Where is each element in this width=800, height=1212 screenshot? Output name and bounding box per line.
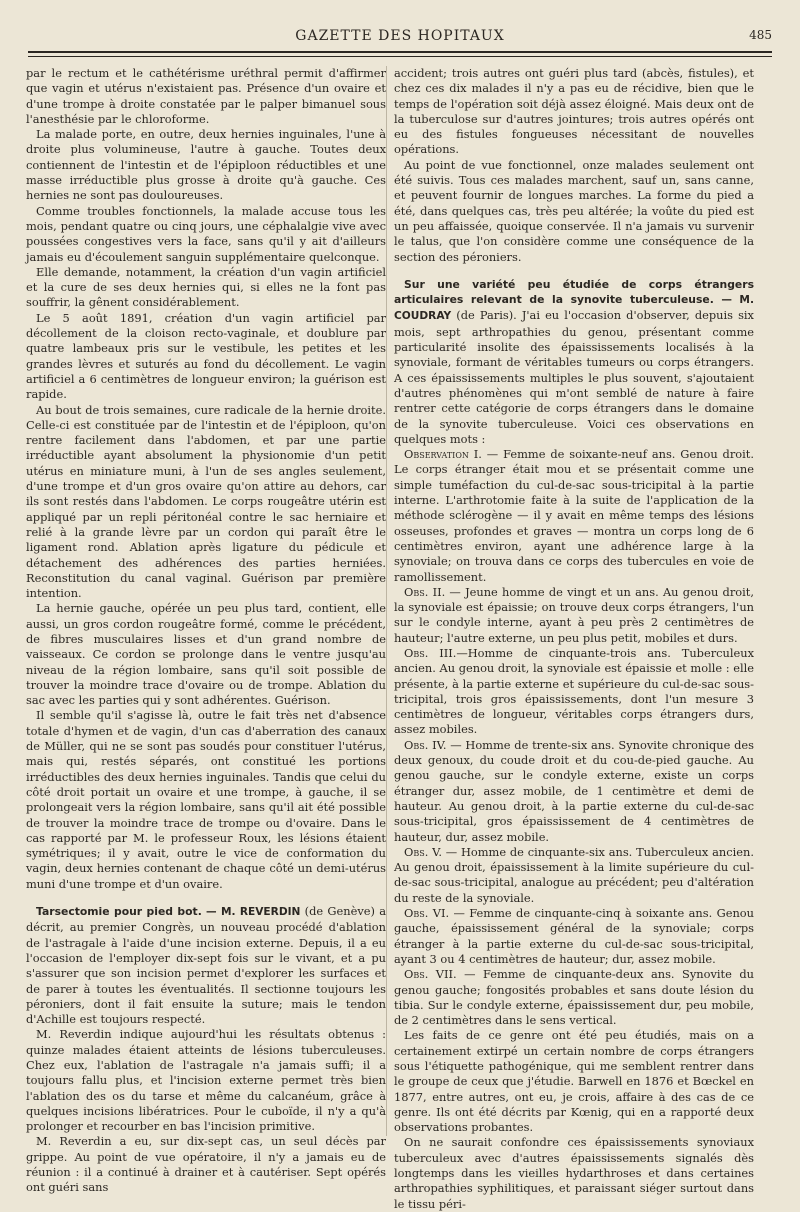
right-column	[394, 66, 754, 1212]
paragraph: La malade porte, en outre, deux hernies inguinales, l'une à droite plus volumineuse, l'autre à gauche. Toutes deux contiennent de l'intestin et de l'épiploon réductibles et une masse irréductible plus grosse à droite qu'à gauche. Ces hernies ne sont pas douloureuses.	[26, 127, 386, 203]
observation-label: Observation I.	[404, 447, 482, 462]
observation-7	[394, 967, 754, 1028]
observation-text: — Homme de trente-six ans. Synovite chronique des deux genoux, du coude droit et du cou-de-pied gauche. Au genou gauche, sur le condyle externe, existe un corps étranger dur, assez mobile, de 1 centimètre et demi de hauteur. Au genou droit, à la partie externe du cul-de-sac sous-tricipital, gros épaississement de 4 centimètres de hauteur, dur, assez mobile.	[394, 737, 755, 844]
paragraph: par le rectum et le cathétérisme uréthral permit d'affirmer que vagin et utérus n'existaient pas. Présence d'un ovaire et d'une trompe à droite constatée par le palper bimanuel sous l'anesthésie par le chloroforme.	[26, 66, 386, 126]
paragraph: Au bout de trois semaines, cure radicale de la hernie droite. Celle-ci est constituée par de l'intestin et de l'épiploon, qu'on rentre facilement dans l'abdomen, et par une partie irréductible ayant absolument la physionomie d'un petit utérus en miniature muni, à l'un de ses angles seulement, d'une trompe et d'un gros ovaire qu'on attire au dehors, car ils sont restés dans l'abdomen. Le corps rougeâtre utérin est appliqué par un repli péritonéal contre le sac herniaire et relié à la grande lèvre par un cordon qui paraît être le ligament rond. Ablation après ligature du pédicule et détachement des adhérences des parties herniées. Reconstitution du canal vaginal. Guérison par première intention.	[26, 402, 386, 601]
section-title: Tarsectomie pour pied bot.	[36, 905, 202, 919]
observation-5	[394, 845, 754, 906]
page-number: 485	[749, 28, 772, 42]
page-header	[28, 28, 772, 50]
observation-text: — Jeune homme de vingt et un ans. Au genou droit, la synoviale est épaissie; on trouve deux corps étrangers, l'un sur le condyle interne, ayant à peu près 2 centimètres de hauteur; l'autre externe, un peu plus petit, mobiles et durs.	[394, 584, 754, 645]
observation-text: —Homme de cinquante-trois ans. Tuberculeux ancien. Au genou droit, la synoviale est épaissie et molle : elle présente, à la partie externe et supérieure du cul-de-sac sous-tricipital, trois gros épaississements, dont l'un mesure 3 centimètres de longueur, véritables corps étrangers durs, assez mobiles.	[394, 645, 754, 737]
observation-label: Obs. III.	[404, 645, 457, 660]
header-rule-thin	[28, 56, 772, 57]
paragraph: Le 5 août 1891, création d'un vagin artificiel par décollement de la cloison recto-vaginale, et doublure par quatre lambeaux pris sur le vestibule, les petites et les grandes lèvres et suturés au fond du décollement. Le vagin artificiel a 6 centimètres de longueur environ; la guérison est rapide.	[26, 310, 386, 402]
paragraph: Elle demande, notamment, la création d'un vagin artificiel et la cure de ses deux hernies qui, si elles ne la font pas souffrir, la gênent considérablement.	[26, 264, 386, 310]
paragraph: M. Reverdin indique aujourd'hui les résultats obtenus : quinze malades étaient atteints de lésions tuberculeuses. Chez eux, l'ablation de l'astragale n'a jamais suffi; il a toujours fallu plus, et l'incision externe permet très bien l'ablation des os du tarse et même du calcanéum, grâce à quelques incisions libératrices. Pour le cuboïde, il n'y a qu'à prolonger et recourber en bas l'incision primitive.	[26, 1027, 386, 1134]
section-author: — M. REVERDIN	[206, 906, 301, 919]
paragraph: Les faits de ce genre ont été peu étudiés, mais on a certainement extirpé un certain nombre de corps étrangers sous l'étiquette pathogénique, qui me semblent rentrer dans le groupe de ceux que j'étudie. Barwell en 1876 et Bœckel en 1877, entre autres, ont eu, je crois, affaire à des cas de ce genre. Ils ont été décrits par Kœnig, qui en a rapporté deux observations probantes.	[394, 1028, 754, 1135]
observation-label: Obs. IV.	[404, 737, 447, 752]
paragraph: Il semble qu'il s'agisse là, outre le fait très net d'absence totale d'hymen et de vagin, d'un cas d'aberration des canaux de Müller, qui ne se sont pas soudés pour constituer l'utérus, mais qui, restés séparés, ont constitué les portions irréductibles des deux hernies inguinales. Tandis que celui du côté droit portait un ovaire et une trompe, à gauche, il se prolongeait vers la région lombaire, sans qu'il ait été possible de trouver la moindre trace de trompe ou d'ovaire. Dans le cas rapporté par M. le professeur Roux, les lésions étaient symétriques; il y avait, outre le vice de conformation du vagin, deux hernies contenant de chaque côté un demi-utérus muni d'une trompe et d'un ovaire.	[26, 708, 386, 891]
left-column	[26, 66, 386, 1196]
observation-label: Obs. V.	[404, 844, 442, 859]
observation-label: Obs. VI.	[404, 906, 450, 921]
journal-title: GAZETTE DES HOPITAUX	[295, 28, 505, 44]
section-text: (de Paris). J'ai eu l'occasion d'observer, depuis six mois, sept arthropathies du genou, présentant comme particularité insolite des épaississements localisés à la synoviale, formant de véritables tumeurs ou corps étrangers. A ces épaississements multiples le plus souvent, s'ajoutaient d'autres phénomènes qui m'ont semblé de nature à faire rentrer cette catégorie de corps étrangers dans le domaine de la synovite tuberculeuse. Voici ces observations en quelques mots :	[394, 308, 754, 446]
observation-2	[394, 585, 754, 646]
paragraph: La hernie gauche, opérée un peu plus tard, contient, elle aussi, un gros cordon rougeâtre formé, comme le précédent, de fibres musculaires lisses et d'un grand nombre de vaisseaux. Ce cordon se prolonge dans le ventre jusqu'au niveau de la région lombaire, sans qu'il soit possible de trouver la moindre trace d'ovaire ou de trompe. Ablation du sac avec les parties qui y sont adhérentes. Guérison.	[26, 601, 386, 708]
paragraph: M. Reverdin a eu, sur dix-sept cas, un seul décès par grippe. Au point de vue opératoire, il n'y a jamais eu de réunion : il a continué à drainer et à cautériser. Sept opérés ont guéri sans	[26, 1134, 386, 1195]
observation-label: Obs. VII.	[404, 967, 457, 982]
observation-4	[394, 738, 754, 845]
header-rule-thick	[28, 51, 772, 53]
paragraph: Au point de vue fonctionnel, onze malades seulement ont été suivis. Tous ces malades marchent, sauf un, sans canne, et peuvent fournir de longues marches. La forme du pied a été, dans quelques cas, très peu altérée; la voûte du pied est un peu affaissée, quoique conservée. Il n'a jamais vu survenir le talus, que l'on considère comme une conséquence de la section des péroniers.	[394, 157, 754, 264]
observation-3	[394, 646, 754, 738]
observation-text: — Homme de cinquante-six ans. Tuberculeux ancien. Au genou droit, épaississement à la limite supérieure du cul-de-sac sous-tricipital, analogue au précédent; peu d'altération du reste de la synoviale.	[394, 844, 754, 905]
paragraph: accident; trois autres ont guéri plus tard (abcès, fistules), et chez ces dix malades il n'y a pas eu de récidive, bien que le temps de l'opération soit déjà assez éloigné. Mais deux ont de la tuberculose sur d'autres jointures; trois autres opérés ont eu des fistules fongueuses nécessitant de nouvelles opérations.	[394, 66, 754, 157]
section-corps-etrangers	[394, 277, 754, 447]
section-tarsectomie	[26, 904, 386, 1027]
observation-text: — Femme de cinquante-deux ans. Synovite du genou gauche; fongosités probables et sans doute lésion du tibia. Sur le condyle externe, épaississement dur, peu mobile, de 2 centimètres dans le sens vertical.	[394, 967, 754, 1028]
observation-6	[394, 906, 754, 967]
observation-1	[394, 447, 754, 585]
paragraph: On ne saurait confondre ces épaississements synoviaux tuberculeux avec d'autres épaississements signalés dès longtemps dans les vieilles hydarthroses et dans certaines arthropathies syphilitiques, et paraissant siéger surtout dans le tissu péri-	[394, 1135, 754, 1211]
observation-text: — Femme de soixante-neuf ans. Genou droit. Le corps étranger était mou et se présentait comme une simple tuméfaction du cul-de-sac sous-tricipital à la partie interne. L'arthrotomie faite à la suite de l'application de la méthode sclérogène — il y avait en même temps des lésions osseuses, profondes et graves — montra un corps long de 6 centimètres environ, ayant une adhérence large à la synoviale; on trouva dans ce corps des tubercules en voie de ramollissement.	[394, 447, 754, 584]
section-author: — M. COUDRAY	[394, 294, 754, 323]
observation-label: Obs. II.	[404, 584, 446, 599]
column-divider	[386, 66, 387, 1136]
observation-text: — Femme de cinquante-cinq à soixante ans. Genou gauche, épaississement général de la synoviale; corps étranger à la partie externe du cul-de-sac sous-tricipital, ayant 3 ou 4 centimètres de hauteur; dur, assez mobile.	[394, 906, 754, 966]
section-title: Sur une variété peu étudiée de corps étrangers articulaires relevant de la synovite tuberculeuse.	[394, 277, 754, 307]
section-text: (de Genève) a décrit, au premier Congrès, un nouveau procédé d'ablation de l'astragale à l'aide d'une incision externe. Depuis, il a eu l'occasion de l'employer dix-sept fois sur le vivant, et a pu s'assurer que son incision permet d'explorer les surfaces et de parer à toutes les éventualités. Il sectionne toujours les péroniers, dont il fait ensuite la suture; mais le tendon d'Achille est toujours respecté.	[26, 904, 386, 1027]
paragraph: Comme troubles fonctionnels, la malade accuse tous les mois, pendant quatre ou cinq jours, une céphalalgie vive avec poussées congestives vers la face, sans qu'il y ait d'ailleurs jamais eu d'écoulement sanguin supplémentaire quelconque.	[26, 203, 386, 264]
